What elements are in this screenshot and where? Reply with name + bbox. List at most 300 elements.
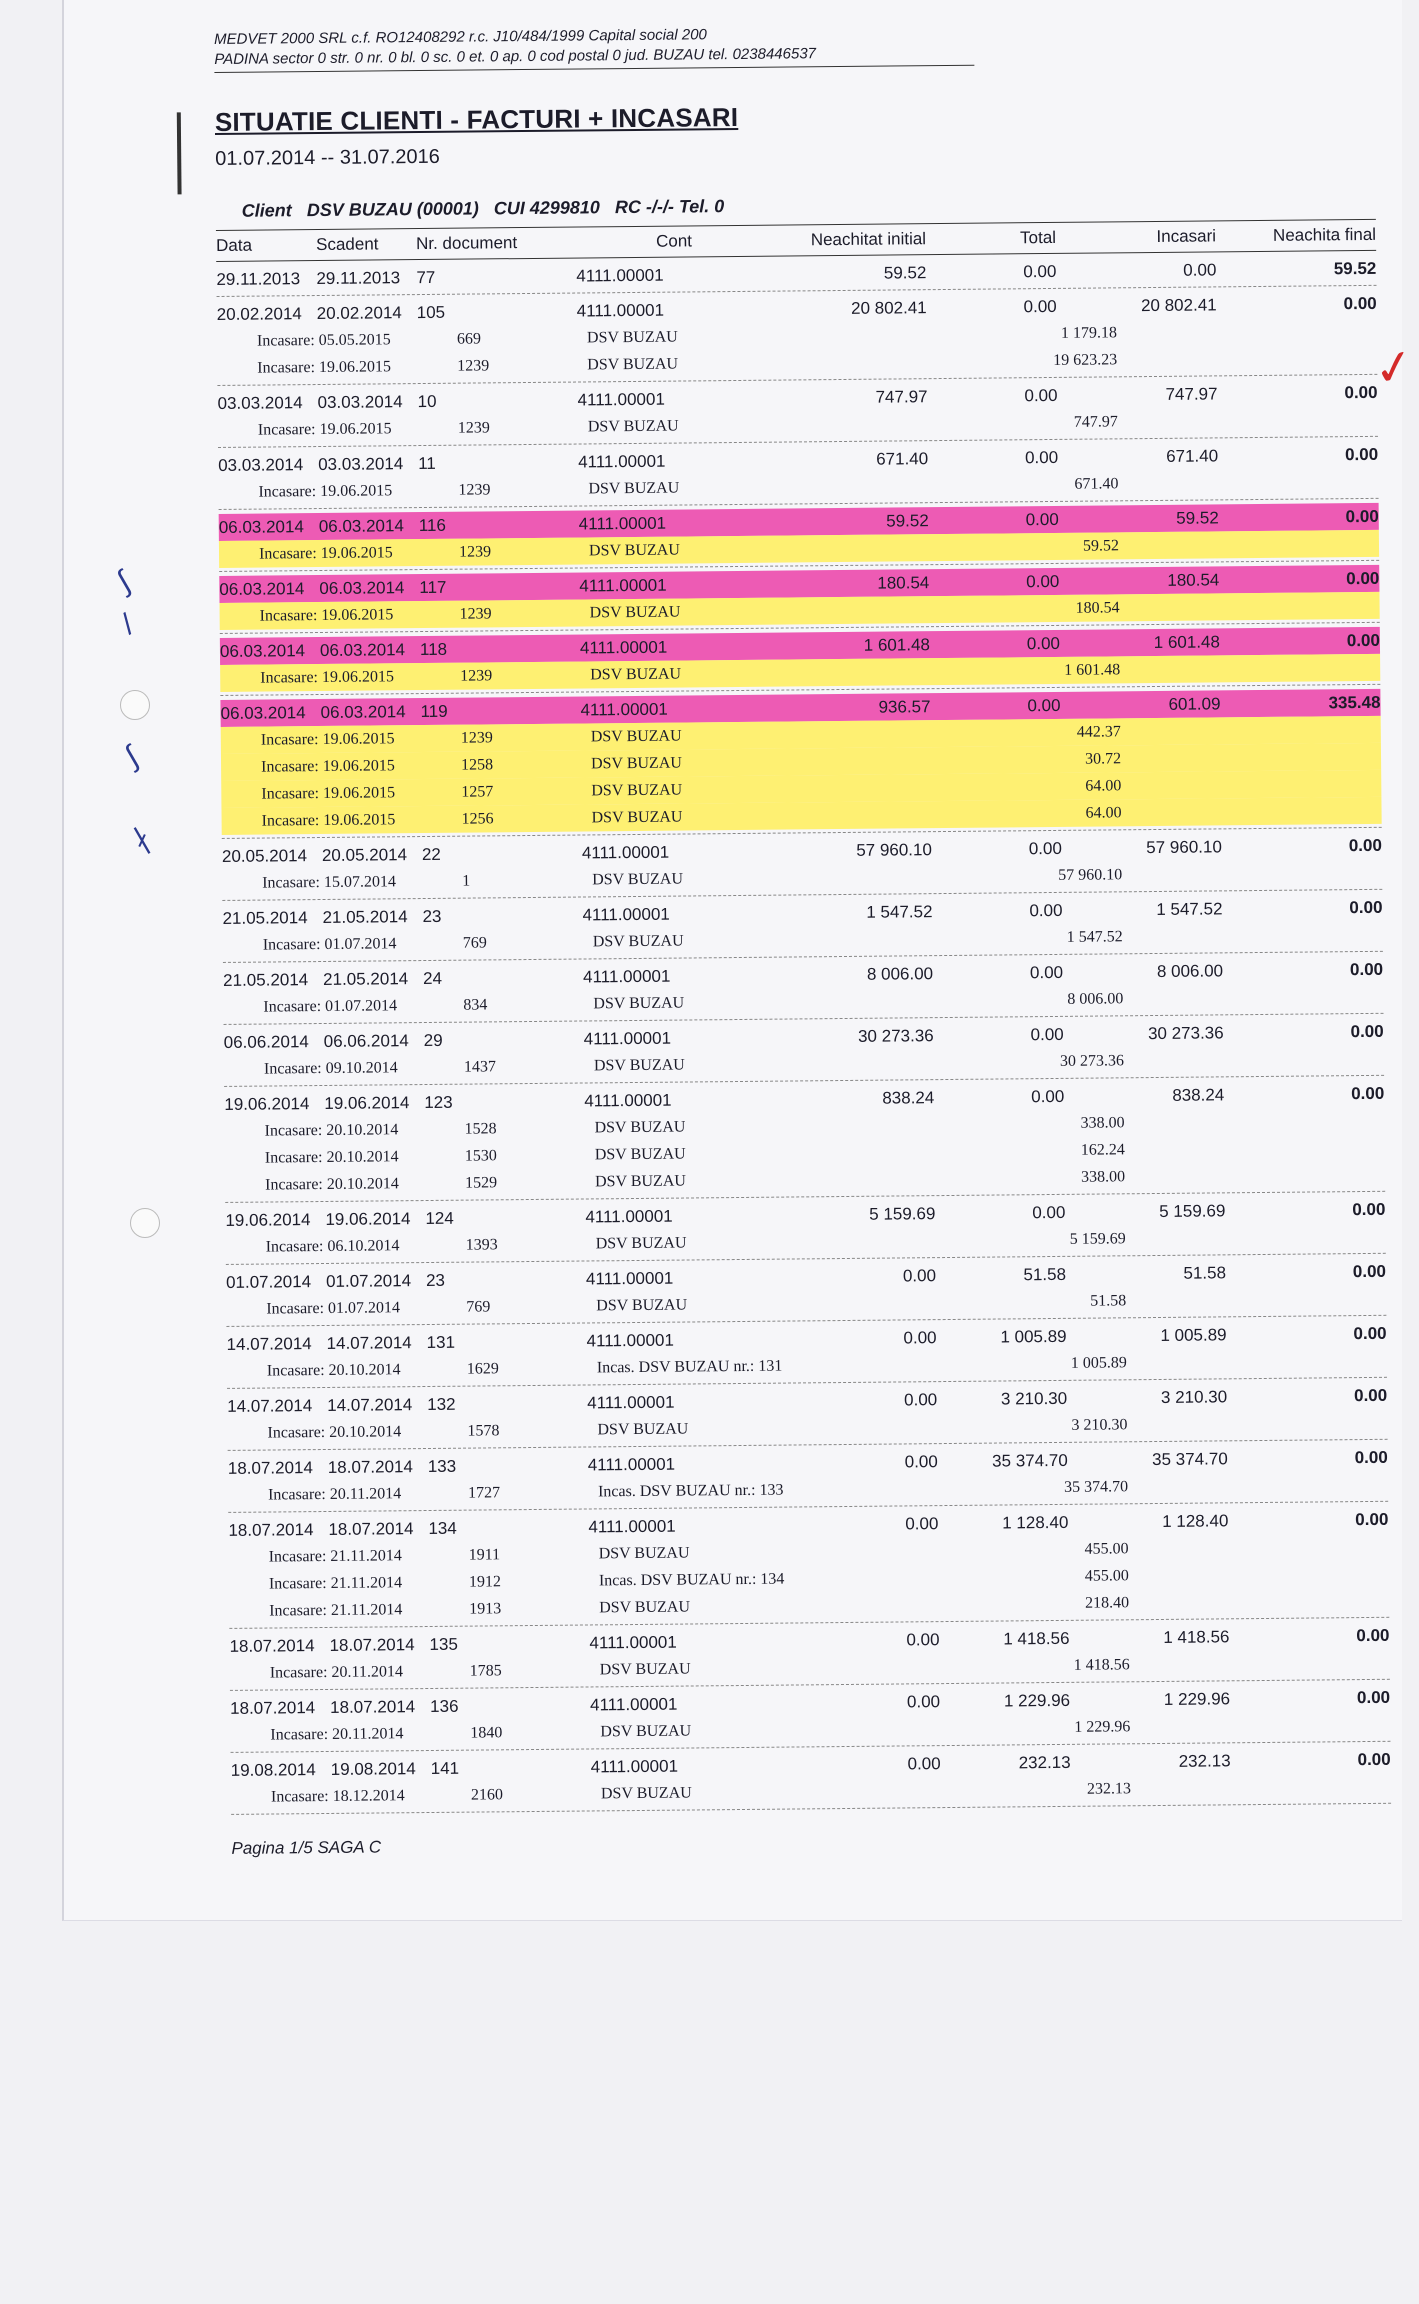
- cell-final: 0.00: [1349, 897, 1383, 917]
- cell-account: 4111.00001: [582, 904, 670, 925]
- cell-due: 18.07.2014: [330, 1696, 416, 1717]
- payment-amount: 8 006.00: [1067, 989, 1124, 1008]
- payment-doc: 1239: [458, 542, 492, 561]
- cell-due: 06.06.2014: [323, 1030, 409, 1051]
- payment-amount: 1 179.18: [1060, 323, 1118, 342]
- cell-initial: 30 273.36: [857, 1025, 934, 1046]
- payment-account: DSV BUZAU: [590, 665, 682, 683]
- cell-paid: 35 374.70: [1152, 1448, 1228, 1469]
- cell-due: 18.07.2014: [328, 1518, 414, 1539]
- cell-total: 0.00: [1025, 509, 1059, 529]
- cell-due: 19.08.2014: [330, 1758, 416, 1779]
- cell-paid: 1 418.56: [1163, 1626, 1230, 1647]
- cell-final: 0.00: [1355, 1509, 1389, 1529]
- cell-paid: 51.58: [1183, 1262, 1227, 1283]
- cell-total: 35 374.70: [992, 1450, 1068, 1471]
- invoice-group: [220, 623, 1381, 696]
- invoice-group: [219, 499, 1380, 572]
- cell-doc: 134: [428, 1518, 457, 1538]
- cell-paid: 747.97: [1165, 383, 1218, 404]
- payment-label: Incasare: 19.06.2015: [257, 419, 392, 439]
- payment-label: Incasare: 19.06.2015: [258, 481, 393, 501]
- payment-amount: 64.00: [1085, 776, 1122, 795]
- cell-total: 0.00: [1031, 1086, 1065, 1106]
- payment-amount: 1 418.56: [1073, 1655, 1130, 1674]
- cell-account: 4111.00001: [580, 699, 668, 720]
- payment-amount: 338.00: [1080, 1167, 1126, 1186]
- cell-doc: 116: [418, 515, 446, 535]
- checkmark-icon: ✓: [1369, 338, 1419, 399]
- cell-final: 0.00: [1352, 1199, 1386, 1219]
- payment-label: Incasare: 21.11.2014: [269, 1600, 403, 1620]
- cell-due: 21.05.2014: [322, 906, 408, 927]
- cell-total: 0.00: [1029, 962, 1064, 982]
- cell-date: 18.07.2014: [230, 1697, 316, 1718]
- page-footer: Pagina 1/5 SAGA C: [231, 1837, 382, 1858]
- payment-doc: 1840: [470, 1723, 503, 1742]
- payment-account: Incas. DSV BUZAU nr.: 131: [596, 1357, 783, 1376]
- cell-account: 4111.00001: [587, 1392, 675, 1412]
- cell-final: 0.00: [1348, 835, 1382, 855]
- cell-doc: 23: [425, 1270, 446, 1290]
- cell-due: 06.03.2014: [319, 639, 406, 660]
- cell-date: 03.03.2014: [218, 454, 304, 475]
- payment-account: DSV BUZAU: [594, 1172, 686, 1190]
- payment-account: Incas. DSV BUZAU nr.: 134: [598, 1570, 785, 1589]
- payment-account: DSV BUZAU: [591, 808, 683, 826]
- cell-doc: 141: [430, 1758, 460, 1778]
- payment-amount: 1 229.96: [1074, 1717, 1131, 1736]
- cell-total: 0.00: [1029, 900, 1063, 920]
- cell-due: 14.07.2014: [327, 1394, 413, 1415]
- col-header-date: Data: [215, 235, 253, 255]
- cell-account: 4111.00001: [587, 1454, 676, 1474]
- cell-paid: 180.54: [1167, 569, 1220, 590]
- payment-doc: 1530: [464, 1146, 497, 1165]
- cell-final: 59.52: [1333, 258, 1377, 278]
- cell-account: 4111.00001: [579, 575, 667, 596]
- cell-final: 335.48: [1328, 692, 1381, 712]
- payment-amount: 671.40: [1074, 474, 1119, 493]
- payment-amount: 5 159.69: [1069, 1229, 1126, 1248]
- report-document: [214, 19, 1407, 1859]
- cell-initial: 0.00: [905, 1513, 939, 1533]
- payment-account: DSV BUZAU: [596, 1296, 688, 1314]
- payment-account: DSV BUZAU: [593, 1056, 685, 1074]
- cell-account: 4111.00001: [581, 842, 670, 863]
- cell-total: 3 210.30: [1000, 1388, 1068, 1409]
- payment-label: Incasare: 21.11.2014: [268, 1546, 402, 1566]
- payment-amount: 64.00: [1085, 803, 1122, 822]
- cell-paid: 59.52: [1176, 507, 1219, 528]
- cell-paid: 3 210.30: [1160, 1386, 1228, 1407]
- payment-label: Incasare: 20.10.2014: [267, 1422, 402, 1442]
- payment-label: Incasare: 18.12.2014: [270, 1786, 405, 1806]
- col-header-final: Neachita final: [1272, 224, 1377, 245]
- invoice-group: [229, 1618, 1390, 1691]
- cell-total: 0.00: [1027, 695, 1061, 715]
- cell-initial: 8 006.00: [866, 963, 934, 984]
- cell-doc: 123: [424, 1092, 453, 1112]
- cell-date: 18.07.2014: [227, 1457, 313, 1478]
- cell-initial: 671.40: [876, 448, 929, 469]
- cell-account: 4111.00001: [589, 1694, 678, 1714]
- cell-total: 1 005.89: [1000, 1326, 1067, 1347]
- cell-paid: 5 159.69: [1159, 1200, 1226, 1221]
- cell-due: 20.02.2014: [316, 302, 402, 323]
- cell-account: 4111.00001: [576, 300, 665, 321]
- cell-doc: 11: [418, 453, 436, 473]
- payment-label: Incasare: 21.11.2014: [268, 1573, 403, 1593]
- payment-amount: 57 960.10: [1058, 865, 1123, 884]
- cell-date: 18.07.2014: [228, 1519, 314, 1540]
- cell-total: 0.00: [1032, 1202, 1066, 1222]
- cell-account: 4111.00001: [590, 1756, 679, 1776]
- cell-initial: 59.52: [886, 510, 929, 531]
- payment-label: Incasare: 19.06.2015: [260, 667, 395, 687]
- payment-account: DSV BUZAU: [591, 781, 683, 799]
- cell-doc: 118: [419, 639, 448, 659]
- cell-account: 4111.00001: [585, 1206, 673, 1226]
- document-sheet: [62, 0, 1419, 1921]
- cell-due: 29.11.2013: [316, 267, 401, 288]
- payment-doc: 1629: [466, 1359, 499, 1378]
- payment-amount: 59.52: [1082, 536, 1120, 555]
- payment-label: Incasare: 20.11.2014: [269, 1662, 403, 1682]
- cell-initial: 838.24: [882, 1087, 935, 1108]
- cell-account: 4111.00001: [586, 1330, 674, 1350]
- payment-label: Incasare: 20.10.2014: [266, 1360, 401, 1380]
- payment-account: DSV BUZAU: [588, 479, 680, 497]
- payment-label: Incasare: 20.11.2014: [270, 1724, 404, 1744]
- cell-total: 0.00: [1030, 1024, 1064, 1044]
- payment-label: Incasare: 19.06.2015: [257, 357, 392, 377]
- payment-label: Incasare: 20.10.2014: [264, 1120, 399, 1140]
- cell-final: 0.00: [1344, 382, 1378, 402]
- payment-label: Incasare: 20.10.2014: [265, 1174, 399, 1194]
- cell-account: 4111.00001: [588, 1516, 676, 1536]
- cell-account: 4111.00001: [584, 1090, 672, 1110]
- payment-doc: 769: [462, 933, 487, 952]
- payment-doc: 2160: [470, 1785, 504, 1804]
- invoice-group: [218, 437, 1379, 510]
- payment-doc: 1393: [465, 1235, 498, 1254]
- payment-doc: 1239: [460, 728, 493, 747]
- payment-label: Incasare: 01.07.2014: [262, 934, 397, 954]
- cell-account: 4111.00001: [589, 1632, 677, 1652]
- payment-label: Incasare: 09.10.2014: [263, 1058, 398, 1078]
- payment-account: DSV BUZAU: [599, 1598, 691, 1616]
- payment-label: Incasare: 19.06.2015: [261, 783, 396, 803]
- payment-doc: 1256: [461, 809, 494, 828]
- cell-initial: 20 802.41: [850, 297, 927, 318]
- payment-doc: 1258: [460, 755, 494, 774]
- payment-amount: 30.72: [1084, 749, 1122, 768]
- invoice-group: [230, 1680, 1391, 1753]
- invoice-group: [217, 286, 1378, 386]
- payment-doc: 769: [466, 1297, 491, 1316]
- payment-doc: 1911: [468, 1545, 501, 1564]
- cell-total: 0.00: [1024, 385, 1058, 405]
- cell-final: 0.00: [1349, 959, 1384, 979]
- pen-mark-icon: ∤: [126, 821, 157, 858]
- cell-account: 4111.00001: [576, 265, 664, 286]
- cell-due: 20.05.2014: [321, 844, 408, 865]
- cell-paid: 232.13: [1178, 1750, 1231, 1771]
- invoice-group: [228, 1440, 1389, 1513]
- cell-doc: 117: [419, 577, 447, 597]
- payment-account: DSV BUZAU: [589, 603, 681, 621]
- cell-final: 0.00: [1345, 506, 1379, 526]
- payment-account: DSV BUZAU: [595, 1234, 687, 1252]
- cell-total: 232.13: [1018, 1752, 1071, 1772]
- payment-amount: 338.00: [1080, 1113, 1125, 1132]
- invoice-group: [225, 1192, 1386, 1265]
- cell-due: 19.06.2014: [324, 1092, 410, 1113]
- invoice-table: [216, 219, 1391, 1815]
- cell-initial: 1 547.52: [866, 901, 933, 922]
- cell-account: 4111.00001: [579, 637, 668, 658]
- cell-account: 4111.00001: [578, 451, 666, 472]
- payment-doc: 834: [463, 995, 488, 1014]
- payment-doc: 1785: [469, 1661, 502, 1680]
- cell-total: 51.58: [1023, 1264, 1067, 1284]
- col-header-account: Cont: [655, 231, 693, 251]
- invoice-group: [217, 375, 1378, 448]
- payment-amount: 1 601.48: [1064, 660, 1121, 679]
- cell-due: 19.06.2014: [325, 1208, 411, 1229]
- pen-mark-icon: ∫: [112, 565, 136, 598]
- client-rc: RC -/-/- Tel. 0: [614, 196, 725, 218]
- col-header-total: Total: [1020, 227, 1057, 248]
- cell-paid: 20 802.41: [1140, 294, 1217, 315]
- report-title: SITUATIE CLIENTI - FACTURI + INCASARI: [214, 101, 739, 137]
- client-cui: CUI 4299810: [493, 197, 600, 219]
- cell-account: 4111.00001: [577, 389, 665, 410]
- cell-date: 06.03.2014: [220, 702, 306, 723]
- cell-final: 0.00: [1346, 630, 1380, 650]
- cell-initial: 5 159.69: [869, 1203, 936, 1224]
- cell-date: 06.03.2014: [218, 516, 304, 537]
- client-name: DSV BUZAU (00001): [306, 198, 479, 221]
- payment-doc: 1239: [459, 604, 492, 623]
- cell-doc: 124: [425, 1208, 454, 1228]
- payment-account: DSV BUZAU: [590, 754, 682, 772]
- payment-account: DSV BUZAU: [594, 1145, 686, 1163]
- cell-final: 0.00: [1353, 1385, 1388, 1405]
- payment-account: DSV BUZAU: [600, 1783, 692, 1802]
- cell-doc: 135: [429, 1634, 458, 1654]
- payment-doc: 1727: [467, 1483, 501, 1502]
- cell-final: 0.00: [1356, 1625, 1390, 1645]
- cell-initial: 747.97: [875, 386, 928, 407]
- cell-paid: 838.24: [1172, 1084, 1225, 1105]
- payment-label: Incasare: 15.07.2014: [262, 872, 396, 892]
- cell-paid: 57 960.10: [1146, 836, 1222, 857]
- cell-date: 06.03.2014: [219, 640, 306, 661]
- payment-amount: 747.97: [1073, 412, 1118, 431]
- cell-initial: 180.54: [877, 572, 930, 593]
- payment-account: DSV BUZAU: [590, 727, 682, 745]
- payment-account: DSV BUZAU: [593, 994, 685, 1012]
- payment-label: Incasare: 19.06.2015: [260, 756, 395, 776]
- cell-doc: 10: [417, 391, 437, 411]
- cell-paid: 1 547.52: [1156, 898, 1223, 919]
- cell-due: 06.03.2014: [318, 515, 404, 536]
- payment-amount: 442.37: [1076, 722, 1121, 741]
- cell-final: 0.00: [1352, 1261, 1387, 1281]
- cell-date: 19.06.2014: [225, 1209, 311, 1230]
- cell-final: 0.00: [1343, 293, 1377, 313]
- payment-label: Incasare: 19.06.2015: [259, 605, 394, 625]
- payment-doc: 1239: [458, 480, 491, 499]
- cell-date: 14.07.2014: [226, 1333, 312, 1354]
- payment-account: DSV BUZAU: [599, 1660, 691, 1678]
- payment-amount: 1 005.89: [1070, 1353, 1127, 1372]
- payment-amount: 19 623.23: [1053, 350, 1118, 369]
- col-header-paid: Incasari: [1156, 226, 1217, 246]
- payment-account: DSV BUZAU: [592, 870, 684, 888]
- cell-date: 20.02.2014: [216, 303, 302, 324]
- payment-label: Incasare: 01.07.2014: [266, 1298, 401, 1318]
- cell-doc: 132: [427, 1394, 456, 1414]
- cell-final: 0.00: [1344, 444, 1379, 464]
- cell-initial: 0.00: [902, 1265, 937, 1285]
- punch-hole: [130, 1208, 160, 1238]
- cell-total: 0.00: [1023, 261, 1057, 281]
- invoice-group: [226, 1316, 1387, 1389]
- col-header-due: Scadent: [315, 234, 379, 255]
- cell-final: 0.00: [1357, 1749, 1391, 1769]
- cell-date: 01.07.2014: [225, 1271, 312, 1292]
- payment-account: DSV BUZAU: [594, 1118, 686, 1136]
- cell-final: 0.00: [1353, 1323, 1387, 1343]
- company-line-2: PADINA sector 0 str. 0 nr. 0 bl. 0 sc. 0 et. 0 ap. 0 cod postal 0 jud. BUZAU tel. 0238446537: [214, 43, 974, 73]
- cell-initial: 0.00: [906, 1691, 941, 1711]
- cell-due: 06.03.2014: [320, 701, 406, 722]
- cell-due: 03.03.2014: [317, 391, 403, 412]
- payment-amount: 3 210.30: [1071, 1415, 1128, 1434]
- cell-initial: 0.00: [907, 1753, 941, 1773]
- cell-date: 19.08.2014: [230, 1759, 316, 1780]
- payment-account: DSV BUZAU: [592, 932, 684, 950]
- payment-label: Incasare: 20.11.2014: [267, 1484, 402, 1504]
- payment-account: DSV BUZAU: [597, 1420, 689, 1438]
- cell-initial: 0.00: [903, 1327, 937, 1347]
- pen-mark-icon: /: [116, 608, 140, 641]
- cell-doc: 133: [427, 1456, 457, 1476]
- punch-hole: [120, 690, 150, 720]
- col-header-doc: Nr. document: [415, 233, 518, 254]
- invoice-group: [220, 685, 1381, 839]
- cell-paid: 30 273.36: [1147, 1022, 1224, 1043]
- cell-account: 4111.00001: [578, 513, 667, 534]
- cell-date: 03.03.2014: [217, 392, 303, 413]
- payment-account: DSV BUZAU: [587, 417, 679, 435]
- company-line-1: MEDVET 2000 SRL c.f. RO12408292 r.c. J10/484/1999 Capital social 200: [214, 26, 707, 48]
- cell-initial: 0.00: [904, 1451, 938, 1471]
- company-header: [214, 19, 1389, 73]
- payment-amount: 218.40: [1085, 1593, 1130, 1612]
- cell-final: 0.00: [1356, 1687, 1391, 1707]
- cell-due: 06.03.2014: [319, 577, 405, 598]
- cell-doc: 136: [430, 1696, 459, 1716]
- payment-doc: 1528: [464, 1119, 497, 1138]
- invoice-group: [222, 828, 1383, 901]
- cell-account: 4111.00001: [583, 1028, 672, 1048]
- cell-total: 0.00: [1024, 447, 1059, 467]
- payment-label: Incasare: 01.07.2014: [263, 996, 398, 1016]
- payment-doc: 1912: [468, 1572, 501, 1591]
- payment-doc: 669: [456, 329, 482, 348]
- cell-initial: 57 960.10: [856, 839, 932, 860]
- cell-doc: 24: [423, 968, 443, 988]
- cell-initial: 1 601.48: [863, 634, 931, 655]
- payment-doc: 1529: [464, 1173, 498, 1192]
- cell-date: 14.07.2014: [227, 1395, 313, 1416]
- payment-doc: 1257: [461, 782, 494, 801]
- cell-total: 1 229.96: [1003, 1690, 1071, 1710]
- cell-date: 06.06.2014: [223, 1031, 309, 1052]
- cell-initial: 0.00: [903, 1389, 938, 1409]
- cell-doc: 131: [426, 1332, 456, 1352]
- cell-final: 0.00: [1354, 1447, 1388, 1467]
- cell-doc: 29: [423, 1030, 443, 1050]
- payment-doc: 1239: [457, 356, 490, 375]
- cell-doc: 22: [421, 844, 441, 864]
- cell-account: 4111.00001: [583, 966, 671, 987]
- report-period: 01.07.2014 -- 31.07.2016: [215, 145, 440, 170]
- payment-doc: 1: [462, 872, 471, 890]
- cell-total: 0.00: [1026, 633, 1061, 653]
- cell-account: 4111.00001: [585, 1268, 674, 1288]
- payment-doc: 1578: [467, 1421, 500, 1440]
- cell-final: 0.00: [1346, 568, 1380, 588]
- invoice-group: [222, 890, 1383, 963]
- cell-total: 0.00: [1026, 571, 1060, 591]
- invoice-group: [224, 1014, 1385, 1087]
- payment-amount: 232.13: [1086, 1779, 1132, 1798]
- payment-label: Incasare: 06.10.2014: [265, 1236, 400, 1256]
- client-label: Client: [241, 200, 292, 221]
- cell-paid: 1 005.89: [1160, 1324, 1227, 1345]
- cell-date: 06.03.2014: [219, 578, 305, 599]
- invoice-group: [224, 1076, 1385, 1203]
- payment-amount: 35 374.70: [1063, 1477, 1129, 1496]
- payment-account: DSV BUZAU: [587, 355, 679, 373]
- cell-total: 0.00: [1023, 296, 1057, 316]
- payment-doc: 1437: [463, 1057, 497, 1076]
- cell-date: 19.06.2014: [224, 1093, 310, 1114]
- cell-paid: 0.00: [1183, 259, 1217, 280]
- cell-final: 0.00: [1351, 1083, 1385, 1103]
- cell-due: 01.07.2014: [325, 1270, 412, 1291]
- payment-doc: 1239: [460, 666, 493, 685]
- invoice-group: [231, 1742, 1392, 1815]
- cell-paid: 671.40: [1166, 445, 1219, 466]
- cell-initial: 59.52: [883, 262, 927, 283]
- payment-label: Incasare: 20.10.2014: [264, 1147, 399, 1167]
- payment-doc: 1913: [469, 1599, 502, 1618]
- table-body: [216, 251, 1391, 1815]
- payment-account: DSV BUZAU: [598, 1544, 690, 1562]
- cell-due: 14.07.2014: [326, 1332, 412, 1353]
- cell-date: 29.11.2013: [216, 268, 301, 289]
- pen-mark-icon: ∫: [120, 740, 144, 773]
- cell-date: 20.05.2014: [221, 845, 308, 866]
- payment-label: Incasare: 19.06.2015: [260, 729, 395, 749]
- client-info: [242, 190, 1391, 222]
